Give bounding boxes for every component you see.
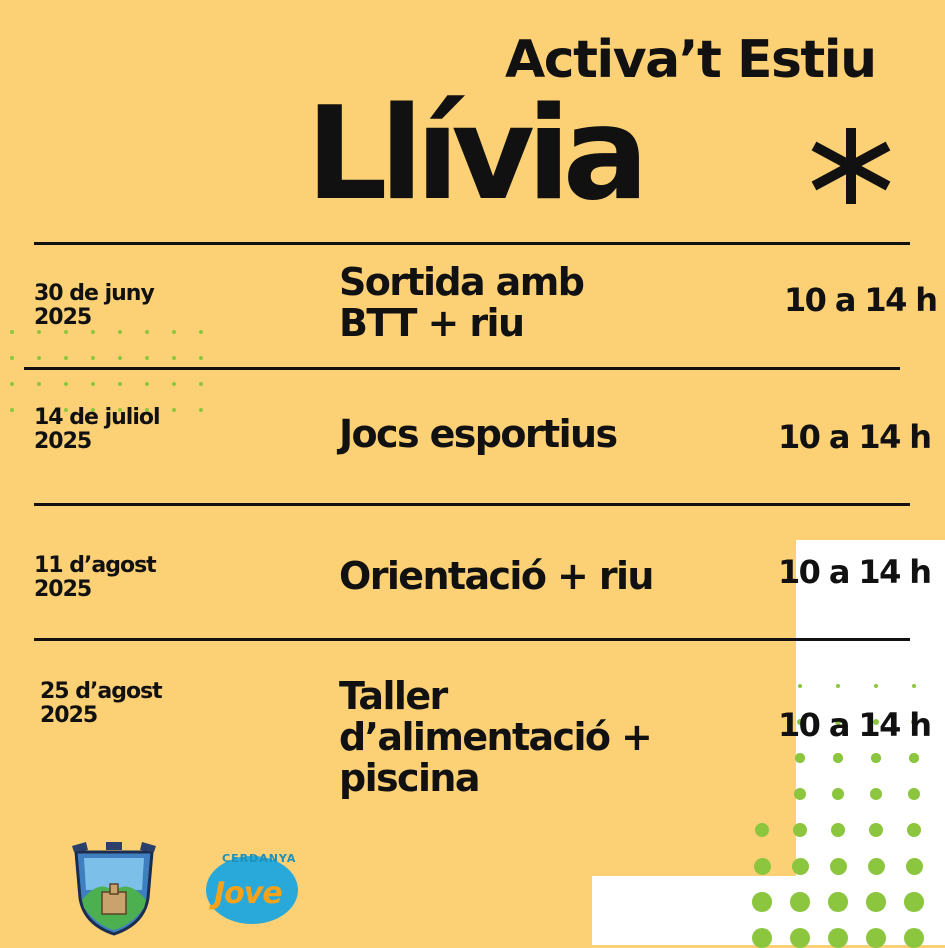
schedule-activity: Taller d’alimentació + piscina — [339, 674, 652, 801]
decorative-dot — [118, 356, 122, 360]
decorative-dot — [172, 408, 176, 412]
decorative-dot — [754, 858, 771, 875]
decorative-dot — [91, 356, 95, 360]
decorative-dot — [199, 382, 203, 386]
decorative-dot — [118, 330, 122, 334]
decorative-dot — [91, 330, 95, 334]
schedule-time: 10 a 14 h — [784, 281, 937, 319]
decorative-dot — [37, 330, 41, 334]
decorative-dot — [904, 928, 924, 948]
decorative-dot — [790, 928, 810, 948]
decorative-dot — [199, 356, 203, 360]
schedule-time: 10 a 14 h — [778, 706, 931, 744]
schedule-activity: Jocs esportius — [339, 412, 617, 456]
decorative-dot — [37, 356, 41, 360]
decorative-dot — [909, 753, 918, 762]
decorative-dot — [868, 858, 885, 875]
schedule-time: 10 a 14 h — [778, 418, 931, 456]
decorative-dot — [836, 684, 840, 688]
divider — [34, 638, 910, 641]
schedule-date: 14 de juliol 2025 — [34, 405, 160, 455]
decorative-dot — [912, 684, 916, 688]
decorative-dot — [904, 892, 924, 912]
decorative-dot — [752, 892, 772, 912]
decorative-dot — [798, 684, 802, 688]
divider — [34, 242, 910, 245]
decorative-dot — [832, 788, 844, 800]
decorative-dot — [828, 928, 848, 948]
asterisk-icon — [806, 126, 896, 206]
schedule-activity: Orientació + riu — [339, 554, 653, 598]
decorative-dot — [145, 356, 149, 360]
decorative-dot — [866, 928, 886, 948]
decorative-dot — [752, 928, 772, 948]
decorative-dot — [10, 330, 14, 334]
decorative-dot — [874, 684, 878, 688]
schedule-date: 30 de juny 2025 — [34, 281, 154, 331]
decorative-dot — [145, 330, 149, 334]
jove-brand-text: CERDANYA — [222, 852, 297, 865]
decorative-dot — [10, 356, 14, 360]
decorative-dot — [833, 753, 842, 762]
decorative-dot — [870, 788, 882, 800]
event-subtitle: Activa’t Estiu — [505, 30, 876, 90]
schedule-time: 10 a 14 h — [778, 553, 931, 591]
decorative-dot — [145, 382, 149, 386]
schedule-date: 25 d’agost 2025 — [40, 679, 162, 729]
decorative-dot — [792, 858, 809, 875]
decorative-dot — [866, 892, 886, 912]
decorative-dot — [906, 858, 923, 875]
decorative-dot — [118, 382, 122, 386]
decorative-dot — [172, 330, 176, 334]
decorative-dot — [908, 788, 920, 800]
jove-word-text: Jove — [214, 876, 282, 911]
schedule-activity: Sortida amb BTT + riu — [339, 260, 584, 346]
cerdanya-jove-logo — [200, 842, 304, 932]
decorative-dot — [172, 382, 176, 386]
decorative-dot — [199, 408, 203, 412]
decorative-dot — [10, 382, 14, 386]
decorative-dot — [830, 858, 847, 875]
decorative-dot — [172, 356, 176, 360]
schedule-date: 11 d’agost 2025 — [34, 553, 156, 603]
divider — [34, 503, 910, 506]
divider — [24, 367, 900, 370]
decorative-dot — [795, 753, 804, 762]
decorative-dot — [790, 892, 810, 912]
decorative-dot — [64, 330, 68, 334]
decorative-dot — [871, 753, 880, 762]
decorative-dot — [755, 823, 769, 837]
decorative-dot — [37, 382, 41, 386]
event-title: Llívia — [306, 80, 641, 229]
decorative-dot — [64, 382, 68, 386]
decorative-dot — [828, 892, 848, 912]
decorative-dot — [64, 356, 68, 360]
decorative-dot — [794, 788, 806, 800]
decorative-dot — [199, 330, 203, 334]
municipal-crest-icon — [66, 838, 162, 938]
decorative-dot — [91, 382, 95, 386]
decorative-dot — [10, 408, 14, 412]
